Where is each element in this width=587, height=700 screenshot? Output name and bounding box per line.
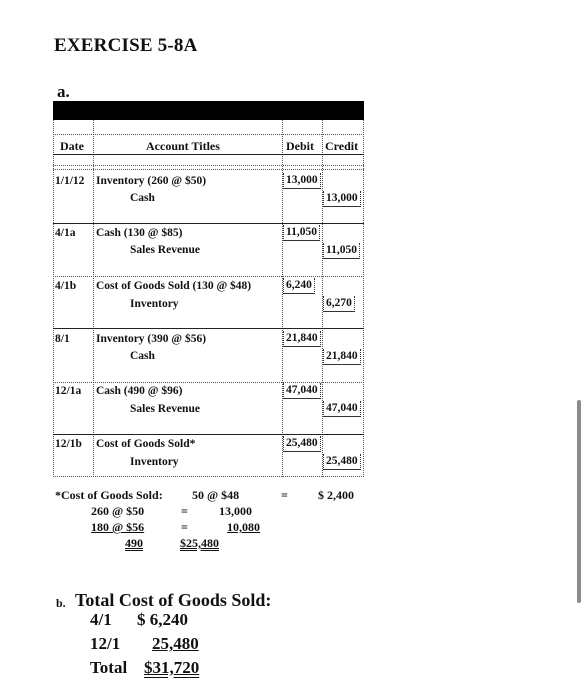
entry-debit-account: Cost of Goods Sold* bbox=[96, 438, 196, 450]
header-debit: Debit bbox=[286, 139, 314, 153]
entry-credit-account: Cash bbox=[130, 192, 155, 204]
footnote-line3-value: 10,080 bbox=[227, 520, 260, 534]
entry-debit-account: Cost of Goods Sold (130 @ $48) bbox=[96, 280, 252, 292]
footnote-total-units: 490 bbox=[125, 536, 143, 550]
entry-date: 12/1a bbox=[55, 385, 82, 397]
entry-date: 4/1b bbox=[55, 280, 77, 292]
entry-debit-account: Cash (490 @ $96) bbox=[96, 385, 183, 397]
entry-debit-account: Inventory (260 @ $50) bbox=[96, 175, 207, 187]
footnote-line3-qty: 180 @ $56 bbox=[91, 520, 145, 534]
entry-credit-account: Inventory bbox=[130, 456, 179, 468]
entry-credit-amount: 13,000 bbox=[323, 191, 361, 207]
table-rule bbox=[53, 134, 364, 135]
table-rule bbox=[53, 165, 364, 166]
entry-date: 4/1a bbox=[55, 227, 76, 239]
page-title: EXERCISE 5-8A bbox=[54, 35, 198, 56]
entry-date: 12/1b bbox=[55, 438, 82, 450]
entry-debit-amount: 6,240 bbox=[283, 278, 315, 294]
footnote-line1-equals: = bbox=[281, 488, 288, 502]
cogs-row-label: 12/1 bbox=[90, 634, 121, 653]
table-rule bbox=[53, 328, 364, 329]
entry-date: 1/1/12 bbox=[55, 175, 85, 187]
footnote-line3-equals: = bbox=[181, 520, 188, 534]
table-border-left bbox=[53, 120, 54, 477]
table-rule bbox=[53, 169, 364, 170]
header-account-titles: Account Titles bbox=[146, 139, 220, 153]
table-rule bbox=[53, 476, 364, 477]
footnote-line2-qty: 260 @ $50 bbox=[91, 504, 145, 518]
footnote-line1-total: $ 2,400 bbox=[318, 488, 354, 502]
entry-debit-amount: 11,050 bbox=[283, 225, 320, 241]
cogs-footnote bbox=[55, 488, 375, 552]
entry-credit-amount: 6,270 bbox=[323, 296, 355, 312]
cogs-total-label: Total bbox=[90, 658, 128, 677]
entry-credit-amount: 11,050 bbox=[323, 243, 360, 259]
entry-credit-amount: 47,040 bbox=[323, 401, 361, 417]
footnote-line2-equals: = bbox=[181, 504, 188, 518]
entry-debit-amount: 13,000 bbox=[283, 173, 321, 189]
part-b-label: b. bbox=[56, 596, 66, 610]
footnote-label: *Cost of Goods Sold: bbox=[55, 488, 163, 502]
entry-credit-amount: 21,840 bbox=[323, 349, 361, 365]
table-border-right bbox=[363, 120, 364, 477]
table-rule bbox=[53, 276, 364, 277]
header-credit: Credit bbox=[325, 139, 359, 153]
vertical-scrollbar[interactable] bbox=[577, 400, 581, 603]
cogs-row-label: 4/1 bbox=[90, 610, 112, 629]
table-rule bbox=[53, 154, 364, 155]
entry-credit-account: Sales Revenue bbox=[130, 244, 200, 256]
cogs-row-value: 25,480 bbox=[152, 634, 199, 653]
entry-date: 8/1 bbox=[55, 333, 70, 345]
header-date: Date bbox=[60, 139, 84, 153]
entry-credit-account: Inventory bbox=[130, 298, 179, 310]
footnote-line2-value: 13,000 bbox=[219, 504, 252, 518]
cogs-row-value: $ 6,240 bbox=[137, 610, 188, 629]
entry-debit-amount: 21,840 bbox=[283, 331, 321, 347]
part-b-heading: Total Cost of Goods Sold: bbox=[75, 590, 272, 610]
part-a-label: a. bbox=[57, 82, 70, 101]
cogs-total-value: $31,720 bbox=[144, 658, 200, 677]
entry-debit-amount: 25,480 bbox=[283, 436, 321, 452]
footnote-line1-qty: 50 @ $48 bbox=[192, 488, 240, 502]
journal-table bbox=[53, 101, 364, 477]
date-column-divider bbox=[93, 120, 94, 477]
entry-credit-account: Sales Revenue bbox=[130, 403, 200, 415]
entry-debit-account: Cash (130 @ $85) bbox=[96, 227, 183, 239]
table-header-bar bbox=[53, 101, 364, 120]
entry-debit-amount: 47,040 bbox=[283, 383, 321, 399]
entry-debit-account: Inventory (390 @ $56) bbox=[96, 333, 207, 345]
entry-credit-account: Cash bbox=[130, 350, 155, 362]
entry-credit-amount: 25,480 bbox=[323, 454, 361, 470]
footnote-total-cost: $25,480 bbox=[180, 536, 219, 550]
table-rule bbox=[53, 223, 364, 224]
table-rule bbox=[53, 434, 364, 435]
